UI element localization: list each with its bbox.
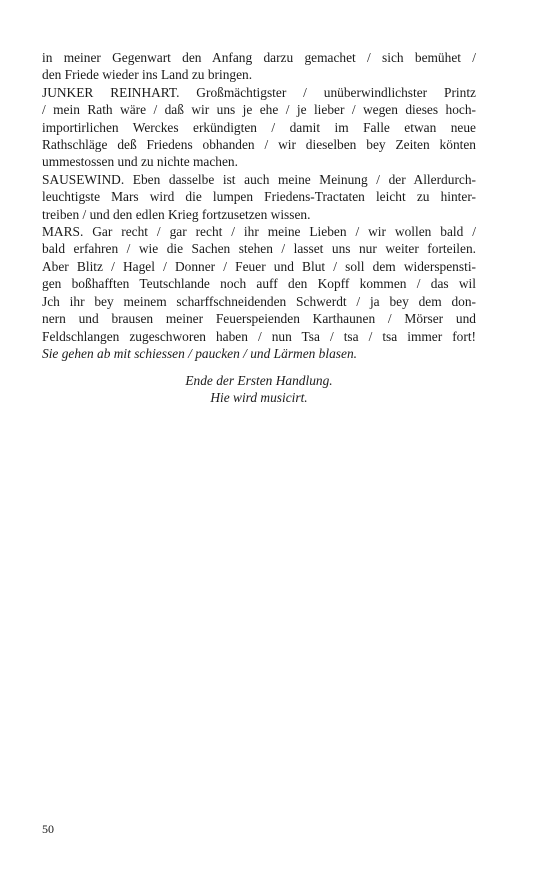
stage-direction: Sie gehen ab mit schiessen / paucken / und Lärmen blasen. <box>42 345 357 361</box>
act-end-title: Ende der Ersten Handlung. <box>185 373 333 388</box>
text-line: Aber Blitz / Hagel / Donner / Feuer und Blut / soll dem widerspensti- <box>42 258 476 274</box>
music-note: Hie wird musicirt. <box>210 390 308 405</box>
text-line: importirlichen Werckes erkündigten / damit im Falle etwan neue <box>42 119 476 135</box>
text-line: MARS. Gar recht / gar recht / ihr meine Lieben / wir wollen bald / <box>42 224 476 240</box>
text-line: Feldschlangen zugeschworen haben / nun Tsa / tsa / tsa immer fort! <box>42 328 476 344</box>
text-line: ummestossen und zu nichte machen. <box>42 154 238 170</box>
text-line: gen boßhafften Teutschlande noch auff den Kopff kommen / das wil <box>42 276 476 292</box>
page-number: 50 <box>42 822 54 836</box>
text-line: Jch ihr bey meinem scharffschneidenden Schwerdt / ja bey dem don- <box>42 293 476 309</box>
text-line: leuchtigste Mars wird die lumpen Friedens-Tractaten leicht zu hinter- <box>42 189 476 205</box>
act-end-heading <box>42 372 476 406</box>
text-line: SAUSEWIND. Eben dasselbe ist auch meine Meinung / der Allerdurch- <box>42 171 476 187</box>
body-text <box>42 49 476 362</box>
text-line: treiben / und den edlen Krieg fortzusetzen wissen. <box>42 206 311 222</box>
text-line: den Friede wieder ins Land zu bringen. <box>42 67 253 83</box>
text-line: JUNKER REINHART. Großmächtigster / unüberwindlichster Printz <box>42 84 476 100</box>
text-line: Rathschläge deß Friedens obhanden / wir dieselben bey Zeiten könten <box>42 137 476 153</box>
text-line: nern und brausen meiner Feuerspeienden Karthaunen / Mörser und <box>42 311 476 327</box>
text-line: in meiner Gegenwart den Anfang darzu gemachet / sich bemühet / <box>42 50 476 65</box>
text-line: / mein Rath wäre / daß wir uns je ehe / je lieber / wegen dieses hoch- <box>42 102 476 118</box>
text-line: bald erfahren / wie die Sachen stehen / lasset uns nur weiter forteilen. <box>42 241 476 257</box>
